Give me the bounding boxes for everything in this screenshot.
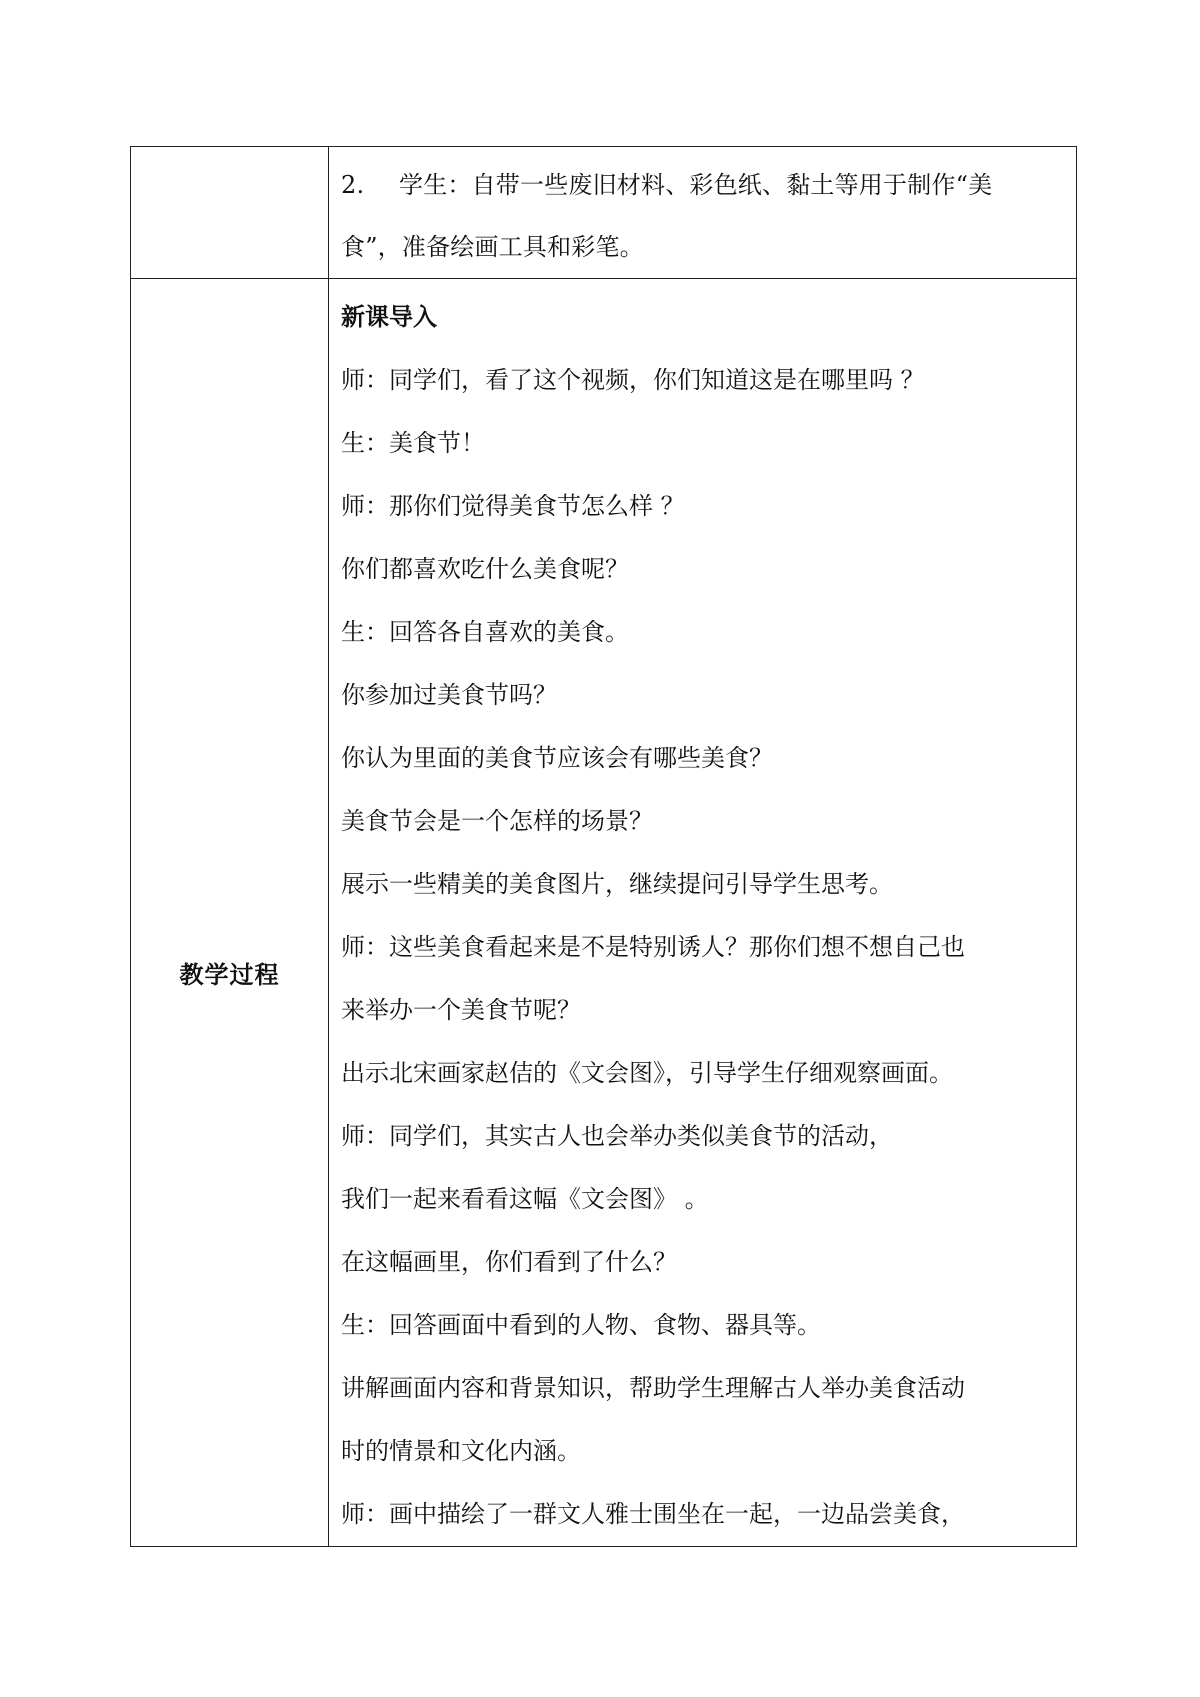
process-line: 出示北宋画家赵佶的《文会图》，引导学生仔细观察画面。	[341, 1059, 953, 1087]
process-line: 来举办一个美食节呢？	[341, 996, 581, 1024]
teaching-process-row	[131, 279, 1077, 1547]
process-line: 美食节会是一个怎样的场景？	[341, 807, 653, 835]
teaching-process-content-cell	[329, 279, 1077, 1547]
process-line: 师：那你们觉得美食节怎么样 ？	[341, 492, 685, 520]
process-line: 讲解画面内容和背景知识，帮助学生理解古人举办美食活动	[341, 1374, 965, 1402]
teaching-process-label-cell	[131, 279, 329, 1547]
preparation-content-cell	[329, 147, 1077, 279]
process-line: 师：同学们，其实古人也会举办类似美食节的活动，	[341, 1122, 893, 1150]
process-line: 师：画中描绘了一群文人雅士围坐在一起，一边品尝美食，	[341, 1500, 965, 1528]
process-line: 时的情景和文化内涵。	[341, 1437, 581, 1465]
preparation-line-2: 食”，准备绘画工具和彩笔。	[341, 233, 644, 261]
preparation-line-1	[341, 154, 1066, 216]
teaching-process-label: 教学过程	[179, 961, 280, 989]
process-line: 生：美食节！	[341, 429, 485, 457]
process-line: 我们一起来看看这幅《文会图》 。	[341, 1185, 709, 1213]
process-line: 你们都喜欢吃什么美食呢？	[341, 555, 629, 583]
process-line: 在这幅画里，你们看到了什么？	[341, 1248, 677, 1276]
process-line: 你参加过美食节吗？	[341, 681, 557, 709]
process-line: 生：回答各自喜欢的美食。	[341, 618, 629, 646]
process-line: 师：同学们，看了这个视频，你们知道这是在哪里吗 ？	[341, 366, 925, 394]
process-line: 生：回答画面中看到的人物、食物、器具等。	[341, 1311, 821, 1339]
process-line: 师：这些美食看起来是不是特别诱人？那你们想不想自己也	[341, 933, 965, 961]
section-heading: 新课导入	[341, 303, 437, 331]
preparation-label-cell	[131, 147, 329, 279]
lesson-plan-table	[130, 146, 1077, 1547]
item-number: 2.	[341, 171, 365, 199]
process-line: 展示一些精美的美食图片，继续提问引导学生思考。	[341, 870, 893, 898]
process-line: 你认为里面的美食节应该会有哪些美食？	[341, 744, 773, 772]
preparation-row	[131, 147, 1077, 279]
item-text-line-1: 学生：自带一些废旧材料、彩色纸、黏土等用于制作“美	[399, 171, 993, 199]
